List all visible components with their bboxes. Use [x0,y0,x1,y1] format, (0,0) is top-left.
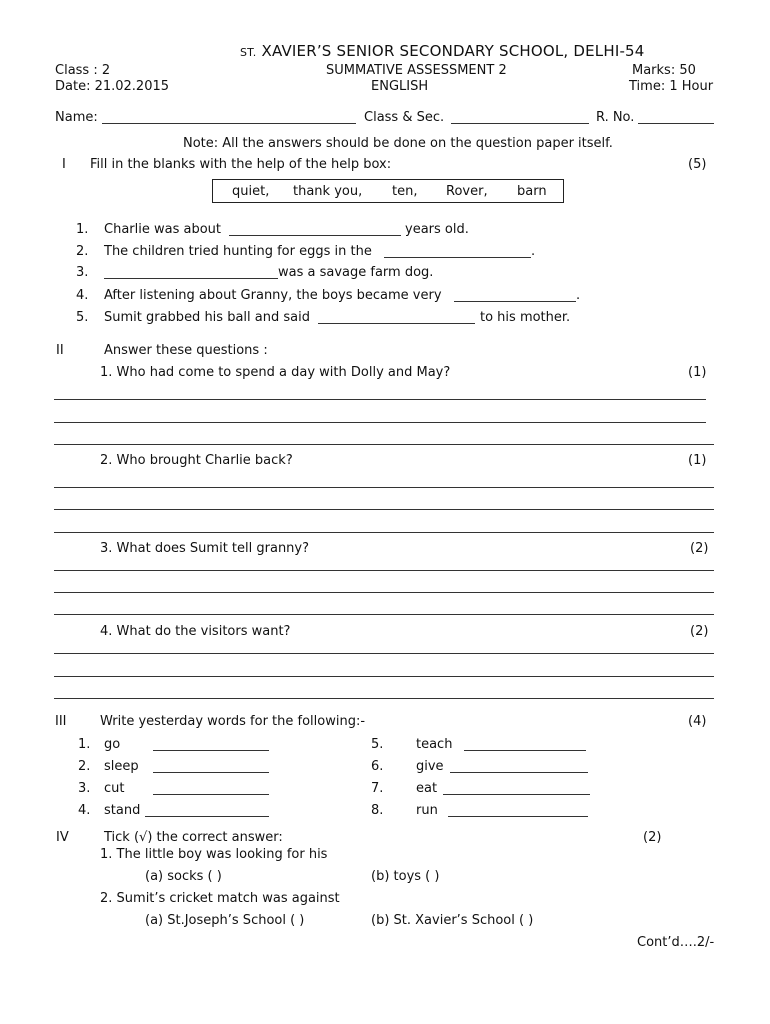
fill-item-text: to his mother. [480,310,571,325]
fill-blank[interactable] [229,235,401,236]
help-word: thank you, [293,184,363,199]
class-sec-label: Class & Sec. [364,110,445,125]
answer-line[interactable] [54,676,714,677]
fill-item-text: The children tried hunting for eggs in the [104,244,372,259]
word: eat [416,781,438,796]
fill-item-number: 3. [76,265,89,280]
word-blank[interactable] [443,794,590,795]
question: 3. What does Sumit tell granny? [100,541,310,556]
time-label: Time: 1 Hour [629,79,714,94]
word-blank[interactable] [153,750,269,751]
school-title-name: XAVIER’S SENIOR SECONDARY SCHOOL, DELHI-54 [261,42,645,60]
question-marks: (2) [690,624,709,639]
fill-item-number: 1. [76,222,89,237]
question-marks: (1) [688,453,707,468]
fill-item-text: . [576,288,581,303]
word: go [104,737,121,752]
tick-option[interactable]: (b) toys ( ) [371,869,440,884]
word-number: 7. [371,781,384,796]
fill-blank[interactable] [384,257,531,258]
continued-note: Cont’d….2/- [637,935,715,950]
help-word: Rover, [446,184,488,199]
section-2-instruction: Answer these questions : [104,343,268,358]
roll-label: R. No. [596,110,635,125]
word-blank[interactable] [464,750,586,751]
answer-line[interactable] [54,532,714,533]
question-marks: (1) [688,365,707,380]
note: Note: All the answers should be done on the question paper itself. [183,136,613,151]
word: give [416,759,444,774]
word-blank[interactable] [145,816,269,817]
fill-blank[interactable] [104,278,278,279]
fill-blank[interactable] [454,301,576,302]
answer-line[interactable] [54,444,714,445]
word-blank[interactable] [153,772,269,773]
answer-line[interactable] [54,399,706,400]
answer-line[interactable] [54,570,714,571]
section-4-marks: (2) [643,830,662,845]
answer-line[interactable] [54,422,706,423]
question: 4. What do the visitors want? [100,624,291,639]
tick-option[interactable]: (a) St.Joseph’s School ( ) [145,913,305,928]
class-label: Class : 2 [55,63,111,78]
word-number: 4. [78,803,91,818]
word-number: 3. [78,781,91,796]
word-number: 8. [371,803,384,818]
tick-question: 1. The little boy was looking for his [100,847,328,862]
section-3-instruction: Write yesterday words for the following:- [100,714,366,729]
word-blank[interactable] [153,794,269,795]
fill-item-text: years old. [405,222,469,237]
fill-item-text: . [531,244,536,259]
fill-item-text: Sumit grabbed his ball and said [104,310,310,325]
fill-item-number: 5. [76,310,89,325]
fill-blank[interactable] [318,323,475,324]
word: teach [416,737,453,752]
help-word: quiet, [232,184,270,199]
answer-line[interactable] [54,698,714,699]
word-number: 1. [78,737,91,752]
word-blank[interactable] [450,772,588,773]
fill-item-text: After listening about Granny, the boys became very [104,288,442,303]
help-word: ten, [392,184,418,199]
question: 1. Who had come to spend a day with Dolly and May? [100,365,451,380]
section-2-number: II [56,343,64,358]
tick-question: 2. Sumit’s cricket match was against [100,891,340,906]
help-word: barn [517,184,547,199]
school-title [240,42,645,60]
question: 2. Who brought Charlie back? [100,453,293,468]
section-3-number: III [55,714,67,729]
date-label: Date: 21.02.2015 [55,79,170,94]
question-marks: (2) [690,541,709,556]
answer-line[interactable] [54,487,714,488]
marks-label: Marks: 50 [632,63,696,78]
school-title-prefix: ST. [240,46,257,59]
section-1-marks: (5) [688,157,707,172]
section-3-marks: (4) [688,714,707,729]
name-label: Name: [55,110,98,125]
word: sleep [104,759,139,774]
help-box [212,179,564,203]
word-blank[interactable] [448,816,588,817]
word-number: 5. [371,737,384,752]
fill-item-number: 2. [76,244,89,259]
answer-line[interactable] [54,509,714,510]
tick-option[interactable]: (a) socks ( ) [145,869,222,884]
answer-line[interactable] [54,592,714,593]
section-4-instruction: Tick (√) the correct answer: [104,830,283,845]
roll-blank[interactable] [638,123,714,124]
answer-line[interactable] [54,614,714,615]
answer-line[interactable] [54,653,714,654]
word: stand [104,803,141,818]
word-number: 6. [371,759,384,774]
word: run [416,803,438,818]
class-sec-blank[interactable] [451,123,589,124]
assessment-label: SUMMATIVE ASSESSMENT 2 [326,63,507,78]
section-1-number: I [62,157,66,172]
word: cut [104,781,125,796]
fill-item-text: was a savage farm dog. [278,265,434,280]
subject-label: ENGLISH [371,79,429,94]
section-1-instruction: Fill in the blanks with the help of the help box: [90,157,392,172]
tick-option[interactable]: (b) St. Xavier’s School ( ) [371,913,534,928]
word-number: 2. [78,759,91,774]
fill-item-number: 4. [76,288,89,303]
fill-item-text: Charlie was about [104,222,221,237]
section-4-number: IV [56,830,69,845]
name-blank[interactable] [102,123,356,124]
